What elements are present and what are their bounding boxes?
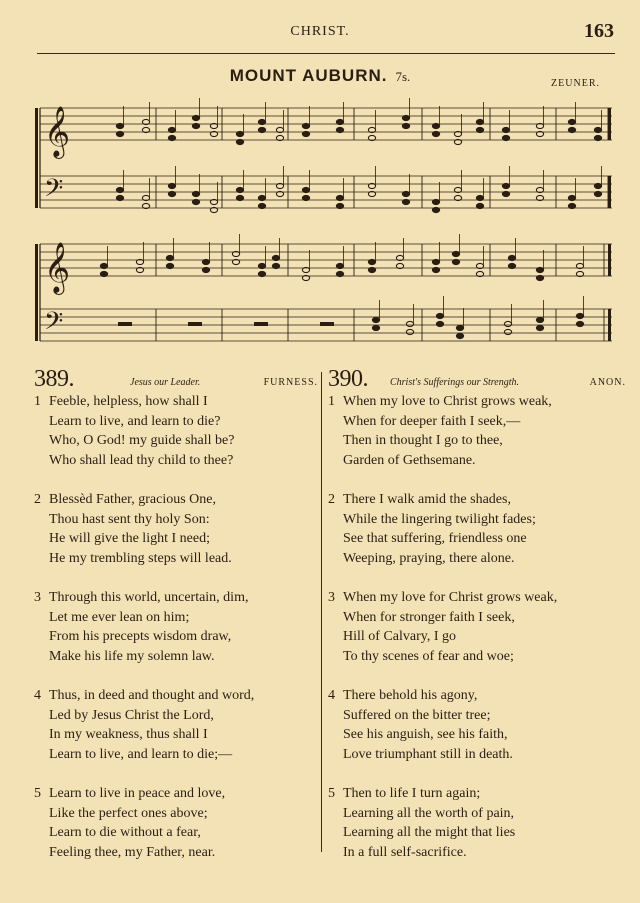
final-bar [608, 244, 611, 276]
verse-text: Make his life my solemn law. [49, 648, 215, 664]
verse-line [328, 725, 618, 745]
music-notes [44, 98, 602, 342]
note-head [272, 263, 279, 268]
note-head [236, 187, 243, 192]
verse-text: In a full self-sacrifice. [343, 844, 467, 860]
hymn-390-heading [328, 366, 626, 392]
verse [328, 490, 618, 568]
verse-line [328, 529, 618, 549]
verse-text: Through this world, uncertain, dim, [49, 590, 249, 605]
verse-line [328, 451, 618, 471]
verse-text: When for stronger faith I seek, [343, 609, 515, 625]
verse-number: 4 [328, 688, 335, 703]
verse-line [328, 549, 618, 569]
verse-text: Then to life I turn again; [343, 786, 481, 801]
note-head [258, 195, 265, 200]
verse-text: Led by Jesus Christ the Lord, [49, 707, 214, 723]
verse [34, 490, 324, 568]
hymn-title: Jesus our Leader. [130, 377, 201, 388]
note-head [336, 195, 343, 200]
note-head [336, 127, 343, 132]
verse [328, 686, 618, 764]
note-head [502, 135, 509, 140]
whole-rest [254, 322, 268, 326]
verse-line [34, 804, 324, 824]
verse-number: 2 [328, 492, 335, 507]
verse-text: Learn to live, and learn to die;— [49, 746, 233, 762]
note-head [476, 119, 483, 124]
note-head [406, 321, 413, 326]
note-head [568, 203, 575, 208]
verse-line [34, 451, 324, 471]
note-head [168, 127, 175, 132]
verse-text: There I walk amid the shades, [343, 492, 511, 507]
verse-line [34, 843, 324, 863]
verse-text: Garden of Gethsemane. [343, 452, 476, 468]
note-head [258, 203, 265, 208]
note-head [568, 195, 575, 200]
note-head [402, 115, 409, 120]
note-head [302, 187, 309, 192]
verse-line [328, 784, 618, 804]
note-head [436, 321, 443, 326]
verse-line [328, 627, 618, 647]
note-head [236, 131, 243, 136]
verse-line [34, 823, 324, 843]
verse-text: Thou hast sent thy holy Son: [49, 511, 210, 527]
note-head [166, 263, 173, 268]
note-head [436, 313, 443, 318]
note-head [168, 183, 175, 188]
verse-text: Suffered on the bitter tree; [343, 707, 491, 723]
verse-text: Then in thought I go to thee, [343, 433, 503, 448]
note-head [576, 313, 583, 318]
treble-clef: 𝄞 [44, 106, 71, 157]
note-head [536, 275, 543, 280]
verse [34, 686, 324, 764]
verse-text: In my weakness, thus shall I [49, 727, 208, 742]
verse-line [328, 745, 618, 765]
note-head [116, 187, 123, 192]
hymn-tune-name: FURNESS. [263, 377, 318, 388]
note-head [402, 123, 409, 128]
note-head [504, 321, 511, 326]
verse-text: There behold his agony, [343, 688, 478, 703]
verse-line [34, 588, 324, 608]
composer: ZEUNER. [551, 78, 600, 89]
hymn-389 [34, 366, 324, 862]
verse-text: From his precepts wisdom draw, [49, 629, 232, 644]
verse-text: Who shall lead thy child to thee? [49, 452, 234, 468]
verse-text: Love triumphant still in death. [343, 746, 513, 762]
verse-line [328, 823, 618, 843]
note-head [372, 317, 379, 322]
note-head [372, 325, 379, 330]
note-head [236, 139, 243, 144]
note-head [116, 131, 123, 136]
verse-line [34, 490, 324, 510]
verse-line [328, 647, 618, 667]
note-head [476, 195, 483, 200]
note-head [476, 203, 483, 208]
verse-line [34, 529, 324, 549]
hymn-390-verses [328, 392, 618, 862]
system-bracket [35, 244, 38, 341]
verse-number: 1 [328, 394, 335, 409]
note-head [336, 271, 343, 276]
note-head [432, 259, 439, 264]
note-head [168, 135, 175, 140]
verse-text: Feeling thee, my Father, near. [49, 844, 216, 860]
note-head [258, 271, 265, 276]
hymn-389-verses [34, 392, 324, 862]
note-head [192, 199, 199, 204]
note-head [452, 251, 459, 256]
verse-text: While the lingering twilight fades; [343, 511, 536, 527]
note-head [402, 191, 409, 196]
verse-line [34, 510, 324, 530]
verse-text: He will give the light I need; [49, 531, 210, 546]
note-head [456, 333, 463, 338]
note-head [100, 271, 107, 276]
verse-text: See his anguish, see his faith, [343, 727, 508, 742]
verse-number: 4 [34, 688, 41, 703]
treble-clef: 𝄞 [44, 242, 71, 293]
verse-text: Hill of Calvary, I go [343, 629, 457, 644]
tune-meter: 7s. [395, 69, 411, 84]
verse-text: Learning all the worth of pain, [343, 805, 515, 821]
note-head [432, 131, 439, 136]
bass-clef: 𝄢 [44, 174, 64, 209]
verse-text: Who, O God! my guide shall be? [49, 433, 235, 448]
verse [328, 784, 618, 862]
tune-name: MOUNT AUBURN. [229, 66, 388, 85]
note-head [568, 127, 575, 132]
note-head [508, 263, 515, 268]
verse-line [328, 686, 618, 706]
verse-line [34, 412, 324, 432]
note-head [166, 255, 173, 260]
verse-line [328, 804, 618, 824]
note-head [192, 115, 199, 120]
note-head [100, 263, 107, 268]
verse-text: Like the perfect ones above; [49, 805, 208, 821]
verse-text: Let me ever lean on him; [49, 609, 190, 625]
note-head [336, 263, 343, 268]
note-head [594, 127, 601, 132]
verse [328, 588, 618, 666]
note-head [302, 195, 309, 200]
note-head [594, 183, 601, 188]
note-head [302, 123, 309, 128]
note-head [168, 191, 175, 196]
bass-clef: 𝄢 [44, 307, 64, 342]
verse-number: 5 [328, 786, 335, 801]
note-head [456, 325, 463, 330]
hymn-title: Christ's Sufferings our Strength. [390, 377, 520, 388]
verse-number: 2 [34, 492, 41, 507]
verse-text: See that suffering, friendless one [343, 531, 527, 546]
note-head [536, 267, 543, 272]
note-head [336, 203, 343, 208]
verse-line [34, 549, 324, 569]
verse [34, 784, 324, 862]
verse-text: When my love for Christ grows weak, [343, 590, 558, 605]
note-head [336, 119, 343, 124]
verse [34, 588, 324, 666]
verse-line [34, 784, 324, 804]
note-head [368, 267, 375, 272]
note-head [502, 191, 509, 196]
note-head [202, 267, 209, 272]
hymn-390 [328, 366, 626, 862]
hymn-389-heading [34, 366, 324, 392]
verse-number: 1 [34, 394, 41, 409]
verse-line [34, 431, 324, 451]
whole-rest [320, 322, 334, 326]
hymn-tune-name: ANON. [589, 377, 626, 388]
note-head [508, 255, 515, 260]
note-head [432, 123, 439, 128]
verse-line [34, 627, 324, 647]
staff-lines [35, 108, 612, 341]
verse-text: Weeping, praying, there alone. [343, 550, 515, 566]
verse-text: Learn to live, and learn to die? [49, 413, 221, 429]
note-head [432, 199, 439, 204]
verse-line [328, 706, 618, 726]
column-divider [321, 372, 322, 852]
note-head [502, 183, 509, 188]
note-head [536, 317, 543, 322]
running-head: CHRIST. [290, 24, 350, 39]
hymn-number: 390. [328, 366, 368, 392]
note-head [258, 263, 265, 268]
final-bar [608, 176, 611, 208]
verse-text: Thus, in deed and thought and word, [49, 688, 255, 703]
verse-line [328, 608, 618, 628]
verse-text: He my trembling steps will lead. [49, 550, 232, 566]
final-bar [608, 309, 611, 341]
note-head [502, 127, 509, 132]
note-head [272, 255, 279, 260]
note-head [236, 195, 243, 200]
note-head [576, 321, 583, 326]
note-head [192, 191, 199, 196]
final-bar [608, 108, 611, 140]
verse-text: When for deeper faith I seek,— [343, 413, 521, 429]
note-head [258, 119, 265, 124]
verse [34, 392, 324, 470]
verse-text: Blessèd Father, gracious One, [49, 492, 217, 507]
verse-line [34, 686, 324, 706]
verse-line [328, 843, 618, 863]
note-head [406, 329, 413, 334]
verse-text: Learning all the might that lies [343, 825, 516, 840]
note-head [594, 191, 601, 196]
note-head [192, 123, 199, 128]
verse-line [34, 745, 324, 765]
whole-rest [188, 322, 202, 326]
verse-text: Feeble, helpless, how shall I [49, 394, 208, 409]
note-head [258, 127, 265, 132]
verse-line [328, 490, 618, 510]
verse-line [328, 412, 618, 432]
verse-line [328, 431, 618, 451]
note-head [568, 119, 575, 124]
note-head [476, 127, 483, 132]
verse-text: Learn to die without a fear, [49, 825, 201, 840]
verse-text: When my love to Christ grows weak, [343, 394, 552, 409]
verse-line [328, 392, 618, 412]
page-number: 163 [584, 20, 614, 42]
verse-text: Learn to live in peace and love, [49, 786, 226, 801]
verse-line [34, 392, 324, 412]
verse-number: 3 [328, 590, 335, 605]
note-head [452, 259, 459, 264]
note-head [594, 135, 601, 140]
note-head [432, 207, 439, 212]
verse-line [328, 588, 618, 608]
verse-line [34, 647, 324, 667]
note-head [116, 123, 123, 128]
note-head [504, 329, 511, 334]
verse-number: 5 [34, 786, 41, 801]
note-head [116, 195, 123, 200]
verse-number: 3 [34, 590, 41, 605]
note-head [536, 325, 543, 330]
note-head [302, 131, 309, 136]
note-head [432, 267, 439, 272]
note-head [202, 259, 209, 264]
system-bracket [35, 108, 38, 208]
verse-line [328, 510, 618, 530]
verse-line [34, 706, 324, 726]
whole-rest [118, 322, 132, 326]
music-score [0, 0, 640, 360]
note-head [368, 259, 375, 264]
note-head [402, 199, 409, 204]
hymn-number: 389. [34, 366, 74, 392]
verse-line [34, 608, 324, 628]
verse [328, 392, 618, 470]
verse-line [34, 725, 324, 745]
verse-text: To thy scenes of fear and woe; [343, 648, 514, 664]
